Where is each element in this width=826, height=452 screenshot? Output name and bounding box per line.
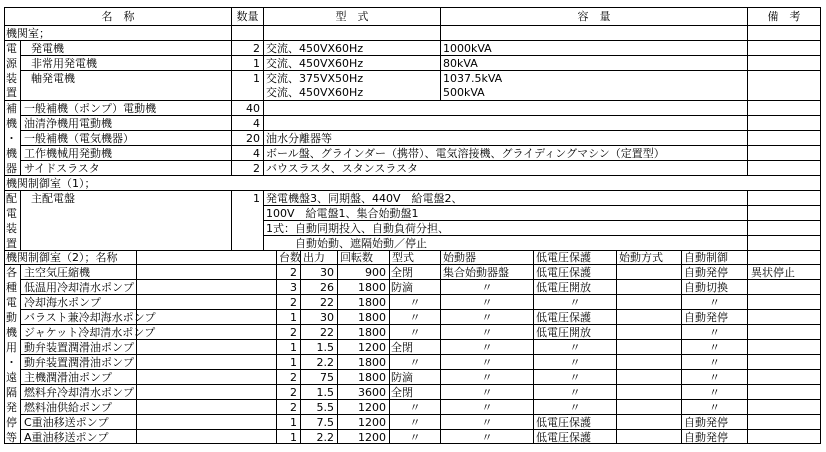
- motor-count: 2: [290, 386, 297, 399]
- group-label: 発: [6, 401, 17, 414]
- item-qty: 1: [253, 192, 260, 205]
- group-label: ・: [6, 356, 17, 369]
- motor-type: 全閉: [391, 341, 413, 354]
- motor-auto: 自動発停: [684, 416, 728, 429]
- col-header: 出力: [303, 251, 325, 264]
- motor-auto: 〃: [709, 296, 720, 309]
- header-capacity: 容 量: [577, 10, 611, 23]
- group-label: 動: [6, 311, 17, 324]
- motor-count: 1: [290, 431, 297, 444]
- col-header: 始動器: [443, 251, 476, 264]
- motor-lv: 〃: [569, 371, 581, 384]
- col-header: 低電圧保護: [536, 251, 591, 264]
- item-name: 一般補機（電気機器）: [24, 132, 134, 145]
- group-label: 補: [6, 102, 17, 115]
- item-qty: 1: [253, 57, 260, 70]
- item-capacity: 1000kVA: [443, 42, 492, 55]
- motor-starter: 〃: [481, 386, 493, 399]
- motor-rpm: 1800: [358, 281, 386, 294]
- col-header: 型式: [392, 251, 414, 264]
- motor-lv: 〃: [569, 401, 581, 414]
- header-model: 型 式: [335, 10, 369, 23]
- motor-type: 〃: [409, 416, 421, 429]
- header-remarks: 備 考: [767, 10, 801, 23]
- item-qty: 4: [253, 117, 260, 130]
- group-label: ・: [6, 132, 17, 145]
- motor-type: 防滴: [391, 371, 413, 384]
- col-header: 台数: [279, 251, 301, 264]
- motor-count: 2: [290, 371, 297, 384]
- motor-count: 2: [290, 326, 297, 339]
- group-label: 各: [6, 266, 17, 279]
- motor-type: 全閉: [391, 266, 413, 279]
- header-name: 名 称: [101, 10, 135, 23]
- motor-power: 5.5: [316, 401, 334, 414]
- section-title: 機関室；: [6, 27, 50, 40]
- motor-count: 2: [290, 266, 297, 279]
- motor-type: 〃: [409, 311, 421, 324]
- motor-auto: 〃: [709, 386, 720, 399]
- motor-name: 主空気圧縮機: [24, 266, 90, 279]
- motor-power: 75: [320, 371, 334, 384]
- motor-rpm: 1800: [358, 326, 386, 339]
- motor-starter: 〃: [481, 341, 493, 354]
- item-name: 一般補機（ポンプ）電動機: [24, 102, 157, 115]
- motor-lv: 〃: [569, 341, 581, 354]
- group-label: 置: [6, 86, 17, 99]
- col-header: 自動制御: [684, 251, 728, 264]
- motor-starter: 〃: [481, 311, 493, 324]
- header-qty: 数量: [236, 10, 259, 23]
- motor-starter: 〃: [481, 401, 493, 414]
- motor-name: 低温用冷却清水ポンプ: [24, 281, 134, 294]
- motor-type: 〃: [409, 296, 421, 309]
- motor-count: 1: [290, 356, 297, 369]
- item-qty: 2: [253, 42, 260, 55]
- motor-name: 動弁装置潤滑油ポンプ: [24, 341, 134, 354]
- motor-power: 2.2: [316, 356, 334, 369]
- col-header: 回転数: [340, 251, 373, 264]
- section-title: 機関制御室（1）；: [6, 177, 96, 190]
- motor-auto: 自動発停: [684, 431, 728, 444]
- item-model: 交流、450VX60Hz: [266, 86, 364, 99]
- motor-auto: 自動切換: [684, 281, 728, 294]
- item-model: 交流、450VX60Hz: [266, 42, 364, 55]
- motor-auto: 自動発停: [684, 311, 728, 324]
- motor-power: 26: [320, 281, 334, 294]
- motor-starter: 集合始動器盤: [443, 266, 509, 279]
- motor-count: 2: [290, 401, 297, 414]
- item-qty: 40: [246, 102, 260, 115]
- motor-count: 2: [290, 296, 297, 309]
- motor-lv: 低電圧保護: [536, 311, 591, 324]
- group-label: 装: [6, 222, 17, 235]
- group-label: 遠: [6, 371, 17, 384]
- motor-count: 3: [290, 281, 297, 294]
- motor-power: 22: [320, 326, 334, 339]
- motor-name: C重油移送ポンプ: [24, 416, 109, 429]
- motor-lv: 低電圧開放: [536, 281, 591, 294]
- item-capacity: 500kVA: [443, 86, 485, 99]
- motor-starter: 〃: [481, 281, 493, 294]
- motor-lv: 低電圧開放: [536, 326, 591, 339]
- item-model: 交流、375VX50Hz: [266, 72, 364, 85]
- motor-starter: 〃: [481, 431, 493, 444]
- motor-starter: 〃: [481, 296, 493, 309]
- motor-power: 22: [320, 296, 334, 309]
- motor-rpm: 3600: [358, 386, 386, 399]
- motor-type: 防滴: [391, 281, 413, 294]
- item-spec: バウスラスタ、スタンスラスタ: [266, 162, 419, 175]
- motor-auto: 〃: [709, 371, 720, 384]
- motor-name: A重油移送ポンプ: [24, 431, 109, 444]
- group-label: 電: [6, 296, 17, 309]
- motor-rpm: 1800: [358, 356, 386, 369]
- group-label: 配: [6, 192, 17, 205]
- motor-lv: 低電圧保護: [536, 416, 591, 429]
- item-name: 油清浄機用電動機: [24, 117, 112, 130]
- item-name: 発電機: [31, 42, 64, 55]
- group-label: 機: [6, 147, 17, 160]
- motor-type: 〃: [409, 356, 421, 369]
- group-label: 種: [6, 281, 17, 294]
- item-name: 主配電盤: [31, 192, 75, 205]
- motor-starter: 〃: [481, 356, 493, 369]
- motor-auto: 〃: [709, 341, 720, 354]
- item-capacity: 1037.5kVA: [443, 72, 503, 85]
- motor-rpm: 1800: [358, 296, 386, 309]
- motor-power: 1.5: [316, 341, 334, 354]
- group-label: 源: [6, 57, 17, 70]
- group-label: 置: [6, 237, 17, 250]
- item-qty: 4: [253, 147, 260, 160]
- motor-rpm: 1200: [358, 431, 386, 444]
- motor-name: 主機潤滑油ポンプ: [24, 371, 112, 384]
- motor-name: 燃料弁冷却清水ポンプ: [24, 386, 134, 399]
- group-label: 電: [6, 42, 17, 55]
- section-title: 機関制御室（2）；名称: [6, 251, 118, 264]
- motor-rpm: 1200: [358, 401, 386, 414]
- motor-rpm: 1200: [358, 416, 386, 429]
- motor-lv: 〃: [569, 296, 581, 309]
- motor-type: 〃: [409, 431, 421, 444]
- motor-power: 2.2: [316, 431, 334, 444]
- item-qty: 20: [246, 132, 260, 145]
- motor-name: ジャケット冷却清水ポンプ: [24, 326, 156, 339]
- item-name: 非常用発電機: [31, 57, 97, 70]
- motor-power: 30: [320, 266, 334, 279]
- motor-count: 1: [290, 416, 297, 429]
- group-label: 機: [6, 117, 17, 130]
- item-qty: 2: [253, 162, 260, 175]
- motor-starter: 〃: [481, 416, 493, 429]
- group-label: 用: [6, 341, 17, 354]
- motor-rpm: 1800: [358, 311, 386, 324]
- motor-type: 〃: [409, 401, 421, 414]
- spec-line: 1式：自動同期投入、自動負荷分担、: [266, 222, 449, 235]
- motor-name: バラスト兼冷却海水ポンプ: [24, 311, 156, 324]
- group-label: 器: [6, 162, 17, 175]
- motor-lv: 低電圧保護: [536, 431, 591, 444]
- motor-rpm: 1200: [358, 341, 386, 354]
- group-label: 隔: [6, 386, 17, 399]
- motor-auto: 自動発停: [684, 266, 728, 279]
- group-label: 装: [6, 72, 17, 85]
- motor-power: 30: [320, 311, 334, 324]
- motor-starter: 〃: [481, 371, 493, 384]
- motor-type: 〃: [409, 326, 421, 339]
- motor-type: 全閉: [391, 386, 413, 399]
- motor-power: 7.5: [316, 416, 334, 429]
- motor-count: 1: [290, 341, 297, 354]
- motor-starter: 〃: [481, 326, 493, 339]
- motor-name: 冷却海水ポンプ: [24, 296, 101, 309]
- item-spec: ボール盤、グラインダー（携帯）、電気溶接機、グライディングマシン（定置型）: [266, 147, 665, 160]
- group-label: 等: [6, 431, 17, 444]
- motor-auto: 〃: [709, 356, 720, 369]
- motor-lv: 〃: [569, 386, 581, 399]
- motor-name: 動弁装置潤滑油ポンプ: [24, 356, 134, 369]
- item-name: サイドスラスタ: [24, 162, 100, 175]
- motor-name: 燃料油供給ポンプ: [24, 401, 112, 414]
- motor-auto: 〃: [709, 401, 720, 414]
- motor-rpm: 1800: [358, 371, 386, 384]
- group-label: 停: [6, 416, 17, 429]
- item-model: 交流、450VX60Hz: [266, 57, 364, 70]
- group-label: 電: [6, 207, 17, 220]
- motor-power: 1.5: [316, 386, 334, 399]
- item-qty: 1: [253, 72, 260, 85]
- item-capacity: 80kVA: [443, 57, 478, 70]
- motor-rpm: 900: [365, 266, 386, 279]
- spec-line: 発電機盤3、同期盤、440V 給電盤2、: [266, 192, 463, 205]
- col-header: 始動方式: [619, 251, 663, 264]
- motor-auto: 〃: [709, 326, 720, 339]
- group-label: 機: [6, 326, 17, 339]
- motor-count: 1: [290, 311, 297, 324]
- motor-lv: 低電圧保護: [536, 266, 591, 279]
- spec-line: 100V 給電盤1、集合始動盤1: [266, 207, 419, 220]
- item-name: 軸発電機: [31, 72, 75, 85]
- spec-line: 自動始動、遮隔始動／停止: [295, 237, 427, 250]
- item-name: 工作機械用発動機: [24, 147, 112, 160]
- item-spec: 油水分離器等: [266, 132, 332, 145]
- motor-note: 異状停止: [751, 266, 795, 279]
- motor-lv: 〃: [569, 356, 581, 369]
